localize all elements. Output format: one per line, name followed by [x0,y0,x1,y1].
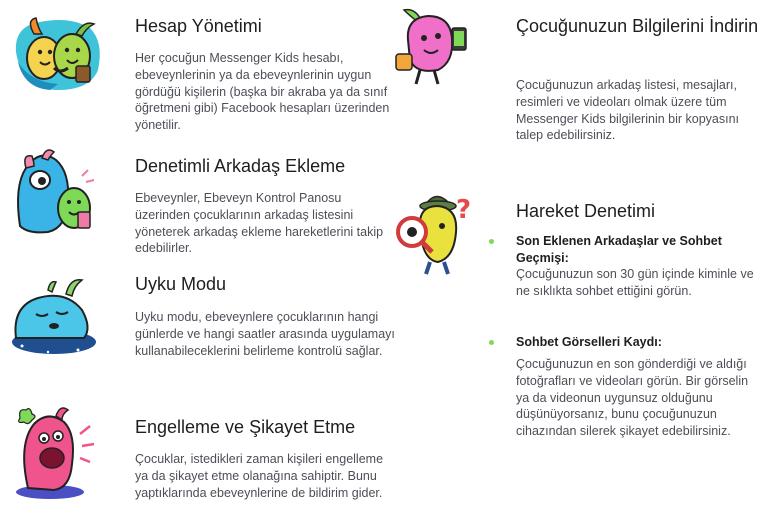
bullet-icon [489,340,494,345]
section-body: Uyku modu, ebeveynlere çocuklarının hangi günlerde ve hangi saatler arasında uygulamayı kullanabileceklerini belirleme kontrolü sağlar. [135,310,395,358]
section-title: Engelleme ve Şikayet Etme [135,417,356,437]
section-title: Çocuğunuzun Bilgilerini İndirin [516,16,759,36]
section-body: Çocuklar, istedikleri zaman kişileri engelleme ya da şikayet etme olanağına sahiptir. Bunu yaptıklarında ebeveynlerine de bildirim gider. [135,452,384,500]
svg-text:?: ? [456,195,472,225]
subsection-title: Sohbet Görselleri Kaydı: [516,335,662,349]
parent-and-child-monster-icon [12,146,96,236]
monster-with-phone-icon [390,4,486,90]
section-title: Denetimli Arkadaş Ekleme [135,156,346,176]
shouting-monster-icon [10,404,100,502]
section-body: Her çocuğun Messenger Kids hesabı, ebeveynlerinin ya da ebeveynlerinin uygun gördüğü kişilerin (başka bir akraba ya da sınıf öğretmeni gibi) Facebook hesapları üzerinden yönetilir. [135,51,390,133]
section-title: Hareket Denetimi [516,201,656,221]
subsection-body: Çocuğunuzun en son gönderdiği ve aldığı fotoğrafları ve videoları görün. Bir görselin ya da videonun uygunsuz olduğunu düşünüyorsanız, bunu çocuğunuzun cihazından silerek şikayet edebilirsiniz. [516,357,749,439]
section-body: Çocuğunuzun arkadaş listesi, mesajları, resimleri ve videoları olmak üzere tüm Messenger Kids bilgilerinin bir kopyasını talep edebilirsiniz. [516,78,740,143]
two-monsters-hugging-icon [10,12,106,94]
section-title: Uyku Modu [135,274,227,294]
subsection-title: Son Eklenen Arkadaşlar ve Sohbet Geçmişi: [516,234,722,265]
sleeping-monster-icon [8,272,98,358]
bullet-icon [489,239,494,244]
section-body: Ebeveynler, Ebeveyn Kontrol Panosu üzerinden çocuklarının arkadaş listesini yöneterek arkadaş ekleme hareketlerini takip edebilirler. [135,191,384,256]
detective-monster-icon [386,188,482,280]
section-title: Hesap Yönetimi [135,16,262,36]
subsection-body: Çocuğunuzun son 30 gün içinde kiminle ve ne sıklıkta sohbet ettiğini görün. [516,267,754,298]
